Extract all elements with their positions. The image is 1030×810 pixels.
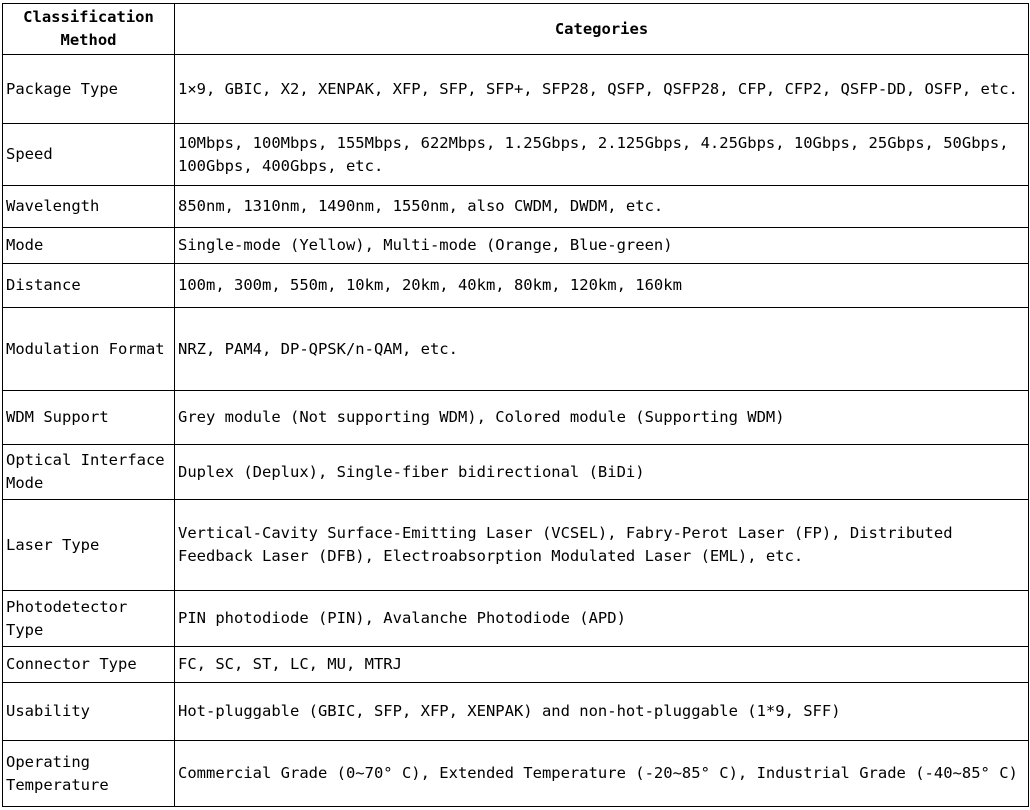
table-row: [3, 186, 1029, 228]
table-row: [3, 308, 1029, 391]
row-categories: Duplex (Deplux), Single-fiber bidirectional (BiDi): [175, 445, 1029, 500]
row-method: Operating Temperature: [3, 741, 175, 807]
table-row: [3, 228, 1029, 264]
table-row: [3, 647, 1029, 683]
row-categories: Grey module (Not supporting WDM), Colored module (Supporting WDM): [175, 391, 1029, 445]
table-row: [3, 741, 1029, 807]
row-categories: 100m, 300m, 550m, 10km, 20km, 40km, 80km, 120km, 160km: [175, 264, 1029, 308]
row-method: Optical Interface Mode: [3, 445, 175, 500]
table-row: [3, 683, 1029, 741]
row-categories: 1×9, GBIC, X2, XENPAK, XFP, SFP, SFP+, SFP28, QSFP, QSFP28, CFP, CFP2, QSFP-DD, OSFP, etc.: [175, 55, 1029, 124]
row-categories: Commercial Grade (0~70° C), Extended Temperature (-20~85° C), Industrial Grade (-40~85° C): [175, 741, 1029, 807]
row-categories: PIN photodiode (PIN), Avalanche Photodiode (APD): [175, 591, 1029, 647]
row-method: Laser Type: [3, 500, 175, 591]
row-method: Modulation Format: [3, 308, 175, 391]
table-row: [3, 591, 1029, 647]
table-row: [3, 391, 1029, 445]
row-method: Connector Type: [3, 647, 175, 683]
row-categories: Single-mode (Yellow), Multi-mode (Orange, Blue-green): [175, 228, 1029, 264]
row-method: Usability: [3, 683, 175, 741]
row-categories: NRZ, PAM4, DP-QPSK/n-QAM, etc.: [175, 308, 1029, 391]
table-row: [3, 445, 1029, 500]
row-method: Speed: [3, 124, 175, 186]
row-method: Wavelength: [3, 186, 175, 228]
row-method: Distance: [3, 264, 175, 308]
row-method: Mode: [3, 228, 175, 264]
table-row: [3, 55, 1029, 124]
row-method: WDM Support: [3, 391, 175, 445]
header-categories: Categories: [175, 4, 1029, 55]
row-method: Photodetector Type: [3, 591, 175, 647]
row-method: Package Type: [3, 55, 175, 124]
header-row: [3, 4, 1029, 55]
row-categories: FC, SC, ST, LC, MU, MTRJ: [175, 647, 1029, 683]
row-categories: Hot-pluggable (GBIC, SFP, XFP, XENPAK) and non-hot-pluggable (1*9, SFF): [175, 683, 1029, 741]
classification-table: [2, 3, 1029, 807]
table-row: [3, 500, 1029, 591]
header-classification-method: Classification Method: [3, 4, 175, 55]
row-categories: Vertical-Cavity Surface-Emitting Laser (VCSEL), Fabry-Perot Laser (FP), Distributed Feedback Laser (DFB), Electroabsorption Modulated Laser (EML), etc.: [175, 500, 1029, 591]
row-categories: 850nm, 1310nm, 1490nm, 1550nm, also CWDM, DWDM, etc.: [175, 186, 1029, 228]
row-categories: 10Mbps, 100Mbps, 155Mbps, 622Mbps, 1.25Gbps, 2.125Gbps, 4.25Gbps, 10Gbps, 25Gbps, 50Gbps, 100Gbps, 400Gbps, etc.: [175, 124, 1029, 186]
table-row: [3, 124, 1029, 186]
table-row: [3, 264, 1029, 308]
